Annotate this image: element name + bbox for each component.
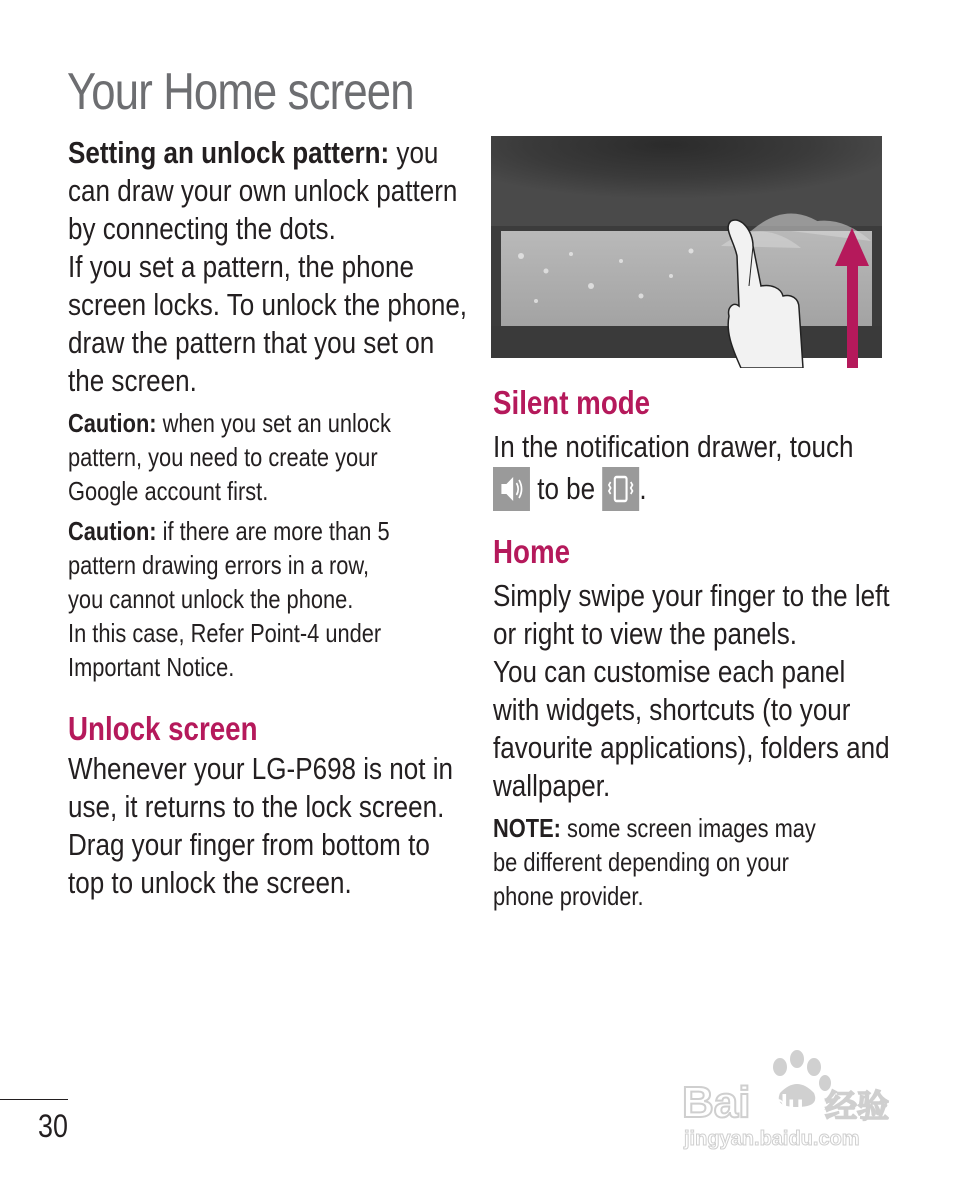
svg-text:经验: 经验 (825, 1087, 890, 1125)
text-line: In this case, Refer Point-4 under (68, 618, 382, 648)
text-line: favourite applications), folders and (493, 729, 890, 765)
unlock-screen-heading: Unlock screen (68, 710, 258, 747)
text-line: use, it returns to the lock screen. (68, 789, 445, 824)
right-column (493, 134, 953, 913)
silent-mode-heading: Silent mode (493, 384, 651, 421)
caution-paragraph: Caution: if there are more than 5 (68, 516, 390, 546)
svg-text:Bai: Bai (682, 1078, 751, 1127)
text-line: Whenever your LG-P698 is not in (68, 751, 454, 786)
page-number: 30 (38, 1108, 68, 1144)
text-line: If you set a pattern, the phone (68, 249, 415, 284)
text-line: Simply swipe your finger to the left (493, 577, 890, 613)
text-line: You can customise each panel (493, 653, 846, 689)
text-line: pattern, you need to create your (68, 442, 378, 472)
svg-text:du: du (772, 1089, 804, 1119)
vibrate-icon (602, 467, 639, 511)
text-line: with widgets, shortcuts (to your (493, 691, 851, 727)
text-line: Important Notice. (68, 652, 235, 682)
note-paragraph: NOTE: some screen images may (493, 812, 816, 843)
text-line: by connecting the dots. (68, 211, 336, 246)
left-column (68, 134, 528, 902)
text-line: be different depending on your (493, 846, 789, 877)
caution-paragraph: Caution: when you set an unlock (68, 408, 391, 438)
text-line: pattern drawing errors in a row, (68, 550, 370, 580)
text-line: or right to view the panels. (493, 615, 797, 651)
text-line: the screen. (68, 363, 197, 398)
svg-text:jingyan.baidu.com: jingyan.baidu.com (684, 1128, 860, 1150)
text-line: In the notification drawer, touch (493, 429, 854, 464)
text-line: Drag your finger from bottom to (68, 827, 430, 862)
speaker-icon (493, 467, 530, 511)
text-line: top to unlock the screen. (68, 865, 352, 900)
text-line: can draw your own unlock pattern (68, 173, 458, 208)
silent-icons-line: to be . (493, 466, 879, 513)
home-heading: Home (493, 532, 571, 570)
page-title: Your Home screen (67, 63, 414, 121)
text-line: phone provider. (493, 880, 644, 911)
pattern-paragraph: Setting an unlock pattern: you (68, 135, 439, 170)
text-line: Google account first. (68, 476, 269, 506)
page-number-rule (0, 1099, 68, 1100)
baidu-watermark-logo (680, 1045, 910, 1155)
text-line: wallpaper. (493, 767, 611, 803)
text-line: you cannot unlock the phone. (68, 584, 354, 614)
text-line: draw the pattern that you set on (68, 325, 435, 360)
text-line: screen locks. To unlock the phone, (68, 287, 468, 322)
